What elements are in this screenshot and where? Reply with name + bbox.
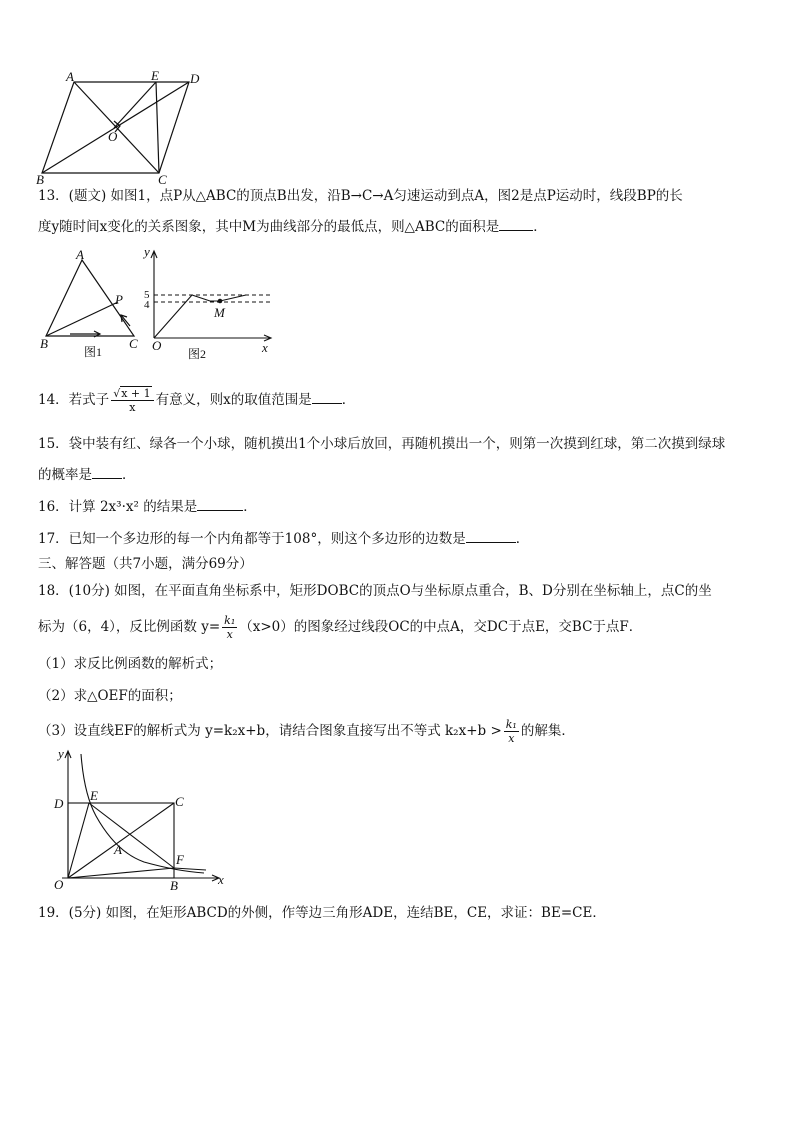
- label-O: O: [108, 129, 118, 144]
- q19-line: 19．(5分) 如图，在矩形ABCD的外侧，作等边三角形ADE，连结BE，CE，求证：BE=CE．: [38, 905, 606, 921]
- q18-part3-k1: k₁: [505, 718, 517, 731]
- fig18-label-C: C: [175, 794, 184, 809]
- q15-line2: [38, 465, 758, 485]
- fig18-label-B: B: [170, 878, 178, 893]
- fig2-tick-5: 5: [144, 289, 150, 301]
- fig1-caption: 图1: [84, 345, 103, 359]
- label-D: D: [190, 71, 200, 86]
- q18-fraction: [222, 614, 237, 641]
- fig18-label-A: A: [114, 842, 122, 857]
- q14-denominator: x: [129, 401, 136, 414]
- fig18-label-O: O: [54, 877, 64, 892]
- q18-x: x: [226, 628, 233, 641]
- q13-line2-text: 度y随时间x变化的关系图象，其中M为曲线部分的最低点，则△ABC的面积是: [38, 219, 500, 235]
- parallelogram-figure: [34, 68, 204, 184]
- q15-line1: 15．袋中装有红、绿各一个小球，随机摸出1个小球后放回，再随机摸出一个，则第一次摸到红球，第二次摸到绿球: [38, 436, 726, 452]
- q17-line: [38, 529, 758, 549]
- q13-figure2: [142, 244, 276, 362]
- fig18-label-E: E: [90, 788, 98, 803]
- q18-part2: （2）求△OEF的面积；: [38, 688, 182, 704]
- answer-blank: [197, 497, 243, 511]
- fig2-label-x: x: [262, 340, 268, 355]
- q18-part3-fraction: [504, 718, 519, 745]
- answer-blank: [499, 217, 533, 231]
- q13-line2: [38, 217, 758, 237]
- q18-line2: [38, 612, 758, 642]
- q14-pre: 14．若式子: [38, 392, 110, 408]
- q14-end: ．: [341, 392, 356, 408]
- fig1-label-A: A: [76, 247, 84, 262]
- q16-text: 16．计算 2x³·x² 的结果是: [38, 499, 198, 515]
- label-A: A: [66, 69, 74, 84]
- fig1-label-B: B: [40, 336, 48, 351]
- q16-end: ．: [243, 499, 257, 515]
- q14-fraction: [111, 387, 153, 414]
- label-C: C: [158, 172, 167, 184]
- q18-k1: k₁: [224, 614, 236, 627]
- fig18-label-y: y: [58, 746, 64, 761]
- fig2-label-y: y: [144, 244, 150, 259]
- answer-blank: [312, 390, 342, 404]
- answer-blank: [466, 529, 516, 543]
- q14-post: 有意义，则x的取值范围是: [155, 392, 312, 408]
- q18-part3: [38, 716, 758, 746]
- fig18-label-x: x: [218, 872, 224, 887]
- fig2-label-O: O: [152, 338, 162, 353]
- fig2-label-M: M: [214, 305, 225, 320]
- fig2-caption: 图2: [188, 347, 207, 361]
- q18-line2-post: （x>0）的图象经过线段OC的中点A，交DC于点E，交BC于点F．: [239, 619, 643, 635]
- q18-line2-pre: 标为（6，4），反比例函数 y=: [38, 619, 221, 635]
- fig2-tick-4: 4: [144, 299, 150, 311]
- q15-line2-text: 的概率是: [38, 467, 92, 483]
- q18-part1: （1）求反比例函数的解析式；: [38, 656, 223, 672]
- q16-line: [38, 497, 758, 517]
- section-heading: 三、解答题（共7小题，满分69分）: [38, 556, 253, 572]
- label-E: E: [151, 68, 159, 83]
- fig18-label-D: D: [54, 796, 64, 811]
- fig18-label-F: F: [176, 852, 184, 867]
- label-B: B: [36, 172, 44, 184]
- q14-line: [38, 386, 758, 414]
- q15-end: ．: [122, 467, 136, 483]
- q18-part3-post: 的解集．: [520, 723, 575, 739]
- q18-line1: 18．(10分) 如图，在平面直角坐标系中，矩形DOBC的顶点O与坐标原点重合，B、D分别在坐标轴上，点C的坐: [38, 583, 712, 599]
- fig1-label-P: P: [115, 292, 123, 307]
- q18-part3-x: x: [508, 732, 515, 745]
- q13-line1: 13．(题文) 如图1，点P从△ABC的顶点B出发，沿B→C→A匀速运动到点A，图2是点P运动时，线段BP的长: [38, 188, 683, 204]
- fig1-label-C: C: [129, 336, 138, 351]
- q17-text: 17．已知一个多边形的每一个内角都等于108°，则这个多边形的边数是: [38, 531, 466, 547]
- q18-part3-pre: （3）设直线EF的解析式为 y=k₂x+b，请结合图象直接写出不等式 k₂x+b >: [38, 723, 502, 739]
- answer-blank: [92, 465, 122, 479]
- q13-end: ．: [533, 219, 547, 235]
- q14-numerator: √x + 1: [111, 387, 153, 401]
- q17-end: ．: [515, 531, 530, 547]
- q18-figure: [36, 746, 232, 894]
- q13-figure1: [38, 246, 142, 360]
